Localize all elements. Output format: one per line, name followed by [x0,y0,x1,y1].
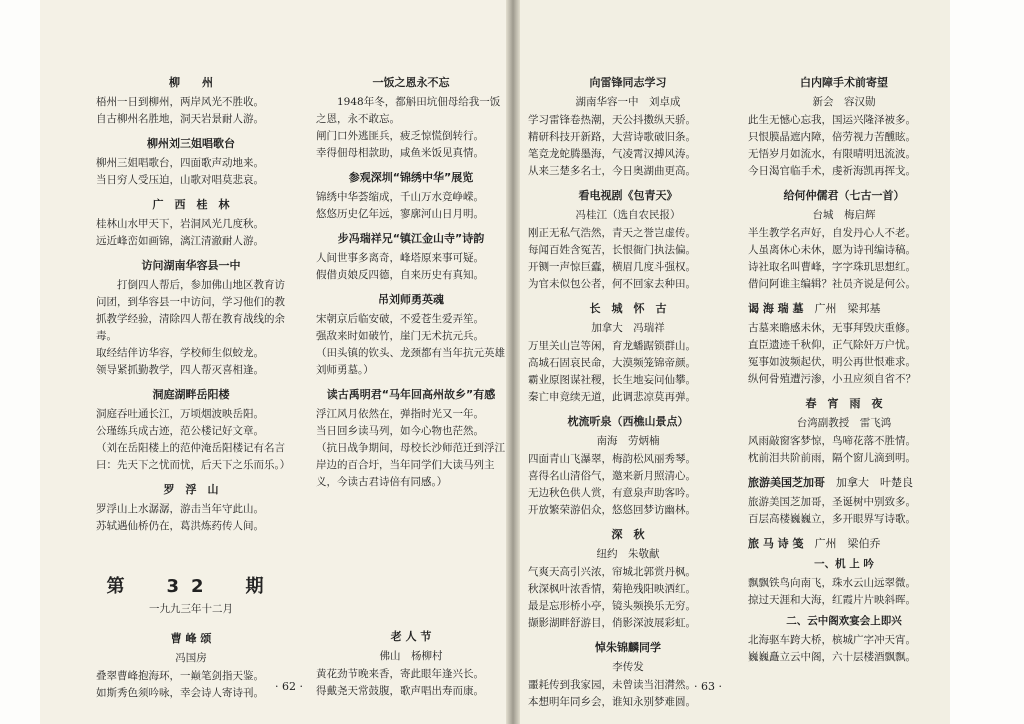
poem-block [96,196,286,250]
poem-title: 老 人 节 [390,630,432,643]
poem-block [748,474,940,528]
poem-line: 领导紧抓勤教学，四人帮灭喜相逢。 [96,364,264,376]
poem-title: 深 秋 [611,528,645,541]
poem-line: 远近峰峦如画锦，漓江清澈耐人游。 [96,235,264,247]
poem-line: 浮江风月依然在，弹指时光又一年。 [316,408,484,420]
poem-title: 参观深圳“锦绣中华”展览 [348,171,474,184]
poem-line: 此生无憾心忘我，国运兴隆泽被多。 [748,114,916,126]
poem-subtitle: 一、机 上 吟 [814,558,874,570]
poem-title: 枕流听泉（西樵山景点） [567,415,689,428]
poem-title: 步冯瑞祥兄“镇江金山寺”诗韵 [337,232,485,245]
poem-block [528,187,728,293]
poem-block [96,74,286,128]
poem-author: 冯桂江（选自农民报） [575,209,681,221]
page-number-right: · 63 · [694,680,722,693]
poem-block [748,395,940,467]
poem-title: 看电视剧《包青天》 [578,189,678,202]
poem-block [316,386,506,491]
issue-date: 一九九三年十二月 [149,603,233,615]
poem-line: 高城石固哀民命，大漠频笼锦帝颜。 [528,357,696,369]
poem-line: 从来三楚多名士，今日奥湖曲更高。 [528,165,696,177]
poem-line: 每闻百姓含冤苦，长恨衙门执法偏。 [528,244,696,256]
poem-line: 霸业原图谋社稷，长生地妄问仙攀。 [528,374,696,386]
poem-line: 本想明年同乡会，谁知永别梦难圆。 [528,696,696,708]
poem-note: （田头镇的钦头、龙颈都有当年抗元英雄刘师勇墓。） [316,347,505,376]
poem-line: 人间世事多离奇，峰塔原来事可疑。 [316,252,484,264]
poem-block [96,481,286,535]
poem-line: 最是忘形桥小亭，镜头频换乐无穷。 [528,600,696,612]
poem-block [528,526,728,632]
poem-line: 强敌来时如破竹，崖门无术抗元兵。 [316,330,484,342]
poem-title: 谒 海 瑞 墓 广州 梁邦基 [748,302,881,315]
poem-line: 冤事如波频起伏，明公再世恨难求。 [748,356,916,368]
poem-line: 四面青山飞瀑翠，梅韵松风丽秀琴。 [528,453,696,465]
issue-heading: 第 32 期 [106,576,276,597]
poem-title: 旅 马 诗 笺 广州 梁伯乔 [748,537,881,550]
poem-title: 访问湖南华容县一中 [141,259,241,272]
poem-title: 向雷锋同志学习 [589,76,667,89]
poem-line: 借问阿谁主编辑？社员齐说是何公。 [748,278,916,290]
poem-line: 刚正无私气浩然，青天之誉岂虚传。 [528,227,696,239]
poem-line: 飘飘铁鸟向南飞，珠水云山远翠微。 [748,577,916,589]
poem-line: 喜得名山清俗气，邀来新月照清心。 [528,470,696,482]
poem-block [528,413,728,519]
poem-line: 撷影湖畔舒游目，俏影深波展彩虹。 [528,617,696,629]
poem-author: 台城 梅启辉 [812,209,876,221]
poem-title: 洞庭湖畔岳阳楼 [152,388,230,401]
poem-line: 当日穷人受压迫，山歌对唱莫悲哀。 [96,174,264,186]
poem-line: 半生教学名声好，自发丹心人不老。 [748,227,916,239]
poem-line: 宋朝京后临安破，不爱苍生爱弄笙。 [316,313,484,325]
poem-author: 李传发 [612,661,644,673]
poem-title: 罗 浮 山 [163,483,219,496]
poem-line: 枕前泪共阶前雨，隔个窗儿滴到明。 [748,452,916,464]
poem-block [528,74,728,180]
poem-line: 罗浮山上水潺潺，游击当年守此山。 [96,503,264,515]
poem-line: 锦绣中华荟缩成，千山万水竞峥嵘。 [316,191,484,203]
poem-line: 直臣遗迹千秋仰，正气除奸万户忧。 [748,339,916,351]
poem-block [96,135,286,189]
poem-block [748,300,940,388]
poem-line: 开铡一声惊巨蠹，横眉几度斗强权。 [528,261,696,273]
poem-title: 吊刘师勇英魂 [378,293,444,306]
poem-line: 掠过天涯和大海，红霞片片映斜晖。 [748,594,916,606]
poem-line: 只恨膜晶遮内障，倍劳视力苦醺眩。 [748,131,916,143]
poem-block [96,630,286,702]
poem-line: 叠翠曹峰抱海环，一巅笔剑指天鉴。 [96,670,264,682]
poem-block [748,187,940,293]
poem-line: 为官未似包公者，何不回家去种田。 [528,278,696,290]
poem-line: 黄花劲节晚来香，寄此眼年逢兴长。 [316,668,484,680]
poem-block [316,74,506,162]
poem-block [748,74,940,180]
poem-line: 公瑾练兵成古迹，范公楼记好文章。 [96,425,264,437]
left-column-2 [316,68,506,498]
poem-line: 巍巍矗立云中阁，六十层楼酒飘飘。 [748,651,916,663]
poem-line: 噩耗传到我家园，未曾读当泪潸然。 [528,679,696,691]
poem-line: 百层高楼巍巍立，多开眼界写诗歌。 [748,513,916,525]
poem-line: 苏轼遇仙桥仍在，葛洪炼药传人间。 [96,520,264,532]
poem-title: 一饭之恩永不忘 [372,76,450,89]
poem-author: 南海 劳炳楠 [596,435,660,447]
poem-line: 如斯秀色须吟咏，幸会诗人寄诗刊。 [96,687,264,699]
poem-author: 广州 梁邦基 [814,302,881,315]
poem-note: （刘在岳阳楼上的范仲淹岳阳楼记有名言曰：先天下之忧而忧，后天下之乐而乐。） [96,442,291,471]
poem-line: 无悟岁月如流水，有限晴明迅流波。 [748,148,916,160]
poem-title: 柳 州 [169,76,213,89]
page-number-left: · 62 · [275,680,303,693]
poem-block [316,230,506,284]
poem-line: 梧州一日到柳州，两岸风光不胜收。 [96,96,264,108]
poem-title: 白内障手术前寄望 [800,76,888,89]
poem-block [528,639,728,711]
poem-author: 佛山 杨柳村 [379,650,443,662]
poem-author: 纽约 朱敬献 [596,548,660,560]
poem-line: 气爽天高引兴浓，帘城北郭赏丹枫。 [528,566,696,578]
poem-title: 悼朱锦麟同学 [595,641,661,654]
poem-line: 悠悠历史亿年远，寥廓河山日月明。 [316,208,484,220]
poem-title: 给何仲儒君（七古一首） [783,189,905,202]
poem-line: 自古柳州名胜地，洞天岩景耐人游。 [96,113,264,125]
left-column-1 [96,68,291,542]
poem-line: 洞庭吞吐通长江，万顷烟波映岳阳。 [96,408,264,420]
right-column-2 [748,68,940,673]
poem-block [316,291,506,379]
poem-line: 人虽离休心未休，愿为诗刊编诗稿。 [748,244,916,256]
poem-block [528,300,728,406]
poem-line: 取经结伴访华容，学校师生似蛟龙。 [96,347,264,359]
poem-line: 幸得佃母相款助，咸鱼米饭见真情。 [316,147,484,159]
poem-line: 精研科技开新路，大营诗歌破旧条。 [528,131,696,143]
poem-line: 学习雷锋卷热潮，天公抖擞纵天骄。 [528,114,696,126]
issue-section [96,562,286,709]
poem-author: 新会 容汉勋 [812,96,876,108]
poem-title: 曹 峰 颂 [170,632,212,645]
poem-author: 加拿大 冯瑞祥 [591,322,665,334]
poem-author: 台湾副教授 雷飞鸿 [796,417,892,429]
poem-block [96,257,286,379]
poem-block [748,535,940,666]
poem-line: 诗社取名叫曹峰，字字珠玑思想红。 [748,261,916,273]
poem-author: 加拿大 叶楚良 [836,476,913,489]
poem-line: 当日回乡读马列，如今心物也茫然。 [316,425,484,437]
poem-title: 长 城 怀 古 [589,302,667,315]
poem-line: 假借贞娘反四德，自来历史有真知。 [316,269,484,281]
poem-line: 北海驱车跨大桥，槟城广字冲天宵。 [748,634,916,646]
poem-title: 读古禹明君“马年回高州故乡”有感 [326,388,496,401]
poem-line: 古墓来瞻感未休，无事拜毁庆重修。 [748,322,916,334]
right-column-1 [528,68,728,718]
poem-line: 无边秋色供人赏，有意泉声助客吟。 [528,487,696,499]
poem-title: 柳州刘三姐唱歌台 [147,137,235,150]
poem-title: 旅游美国芝加哥 加拿大 叶楚良 [748,476,913,489]
poem-line: 秦亡申竟续无道，此调悲凉莫再弹。 [528,391,696,403]
poem-line: 秋深枫叶浓香情，菊艳残阳映洒红。 [528,583,696,595]
poem-line: 纵何骨殖遭污渗，小丑应须自省不？ [748,373,916,385]
poem-block [316,169,506,223]
poem-line: 风雨敲窗客梦惊，鸟啼花落不胜情。 [748,435,916,447]
poem-title: 春 宵 雨 夜 [805,397,883,410]
poem-author: 冯国房 [175,652,207,664]
poem-line: 笔竞龙蛇腾墨海，气凌霄汉搏风涛。 [528,148,696,160]
poem-line: 开放繁荣游侣众，悠悠回梦访幽林。 [528,504,696,516]
poem-preface: 打倒四人帮后，参加佛山地区教育访问团，到华容县一中访问，学习他们的教抓教学经验，清除四人帮在教育战线的余毒。 [96,279,285,342]
poem-preface: 1948年冬，都斛田坑佃母给我一饭之恩，永不敢忘。 [316,96,501,125]
poem-line: 桂林山水甲天下，岩洞风光几度秋。 [96,218,264,230]
poem-line: 得戴尧天常鼓腹，歌声唱出寿而康。 [316,685,484,697]
poem-author: 广州 梁伯乔 [814,537,881,550]
left-column-2-bottom [316,622,506,707]
poem-line: 旅游美国芝加哥，圣诞树中别致多。 [748,496,916,508]
poem-block [96,386,291,474]
poem-title: 广 西 桂 林 [152,198,230,211]
poem-line: 闸门口外逃匪兵，疲乏惊慌倒转行。 [316,130,484,142]
poem-line: 万里关山岂等闲，育龙蟠踞锁群山。 [528,340,696,352]
poem-line: 今日渴官临手术，虔祈海凯再挥戈。 [748,165,916,177]
poem-note: （抗日战争期间，母校长沙师范迁到浮江岸边的百合圩，当年同学们大读马列主义，今读古君诗倍有同感。） [316,442,505,488]
poem-line: 柳州三姐唱歌台，四面歌声动地来。 [96,157,264,169]
book-gutter [506,0,520,724]
poem-author: 湖南华容一中 刘卓成 [575,96,681,108]
poem-subtitle: 二、云中阁欢宴会上即兴 [786,615,902,627]
poem-block [316,628,506,700]
